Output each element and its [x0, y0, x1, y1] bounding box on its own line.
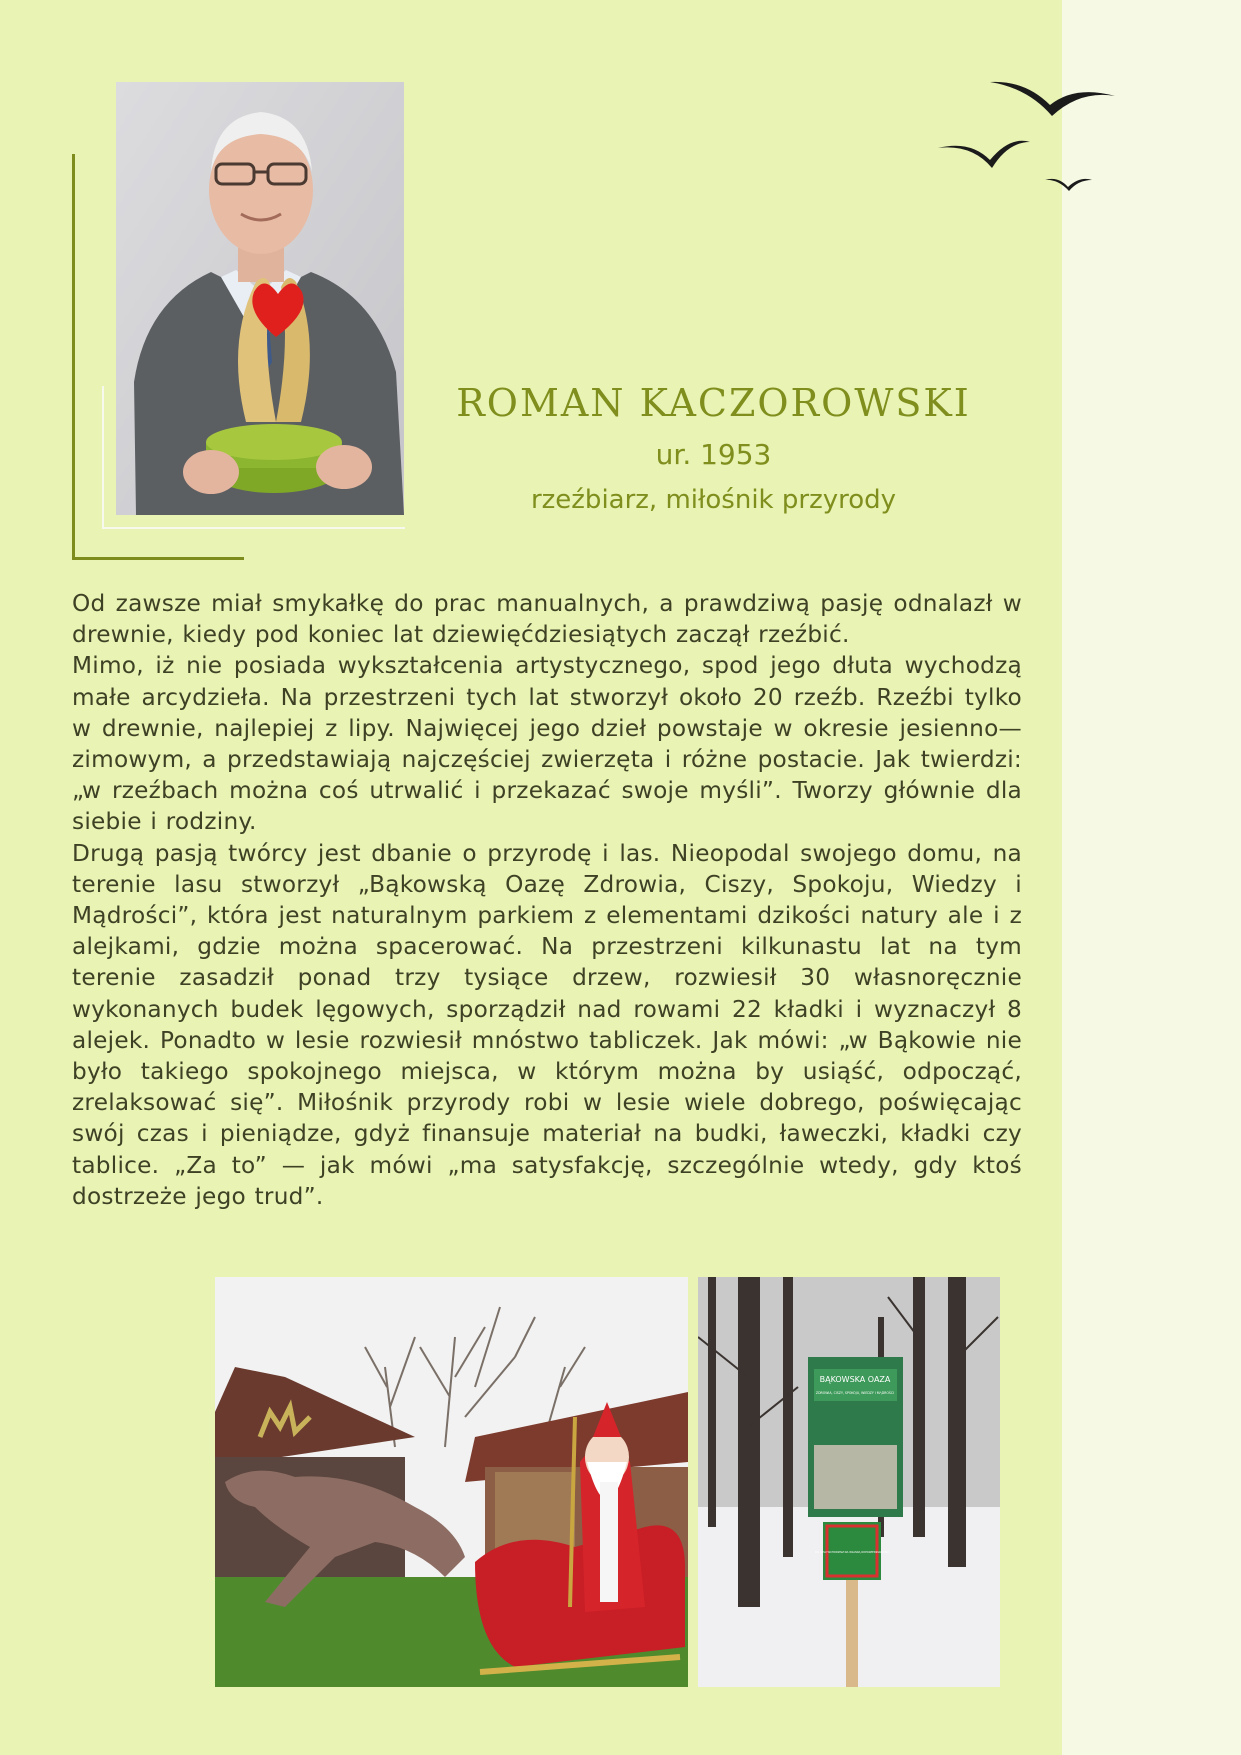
- sign-subtitle: ZDROWIA, CISZY, SPOKOJU, WIEDZY I MĄDROŚCI: [815, 1391, 895, 1395]
- forest-sign-photo: [698, 1277, 1000, 1687]
- frame-line-light-horizontal: [102, 527, 405, 529]
- sign-warning: DO LASU WCHODZISZ NA WŁASNĄ ODPOWIEDZIALNOŚĆ: [815, 1551, 889, 1554]
- birds-icon: [930, 70, 1130, 200]
- birth-year: ur. 1953: [655, 438, 772, 471]
- side-strip: [1062, 0, 1241, 1755]
- title-block: [430, 376, 997, 518]
- sign-title: BĄKOWSKA OAZA: [819, 1375, 891, 1384]
- frame-line-horizontal: [72, 557, 244, 560]
- frame-line-vertical: [72, 154, 75, 560]
- person-role: rzeźbiarz, miłośnik przyrody: [530, 485, 897, 515]
- biography-text: [72, 588, 1022, 1212]
- bio-paragraph-2: Mimo, iż nie posiada wykształcenia artystycznego, spod jego dłuta wychodzą małe arcydzieła. Na przestrzeni tych lat stworzył około 20 rzeźb. Rzeźbi tylko w drewnie, najlepiej z lipy. Najwięcej jego dzieł powstaje w okresie jesienno—zimowym, a przedstawiają najczęściej zwierzęta i różne postacie. Jak twierdzi: „w rzeźbach można coś utrwalić i przekazać swoje myśli”. Tworzy głównie dla siebie i rodziny.: [72, 652, 1022, 836]
- person-name: ROMAN KACZOROWSKI: [456, 381, 971, 425]
- santa-reindeer-photo: [215, 1277, 688, 1687]
- portrait-photo: [116, 82, 404, 515]
- bio-paragraph-1: Od zawsze miał smykałkę do prac manualnych, a prawdziwą pasję odnalazł w drewnie, kiedy pod koniec lat dziewięćdziesiątych zaczął rzeźbić.: [72, 590, 1022, 649]
- bio-paragraph-3: Drugą pasją twórcy jest dbanie o przyrodę i las. Nieopodal swojego domu, na terenie lasu stworzył „Bąkowską Oazę Zdrowia, Ciszy, Spokoju, Wiedzy i Mądrości”, która jest naturalnym parkiem z elementami dzikości natury ale i z alejkami, gdzie można spacerować. Na przestrzeni kilkunastu lat na tym terenie zasadził ponad trzy tysiące drzew, rozwiesił 30 własnoręcznie wykonanych budek lęgowych, sporządził nad rowami 22 kładki i wyznaczył 8 alejek. Ponadto w lesie rozwiesił mnóstwo tabliczek. Jak mówi: „w Bąkowie nie było takiego spokojnego miejsca, w którym można by usiąść, odpocząć, zrelaksować się”. Miłośnik przyrody robi w lesie wiele dobrego, poświęcając swój czas i pieniądze, gdyż finansuje materiał na budki, ławeczki, kładki czy tablice. „Za to” — jak mówi „ma satysfakcję, szczególnie wtedy, gdy ktoś dostrzeże jego trud”.: [72, 839, 1022, 1210]
- frame-line-light-vertical: [102, 386, 104, 529]
